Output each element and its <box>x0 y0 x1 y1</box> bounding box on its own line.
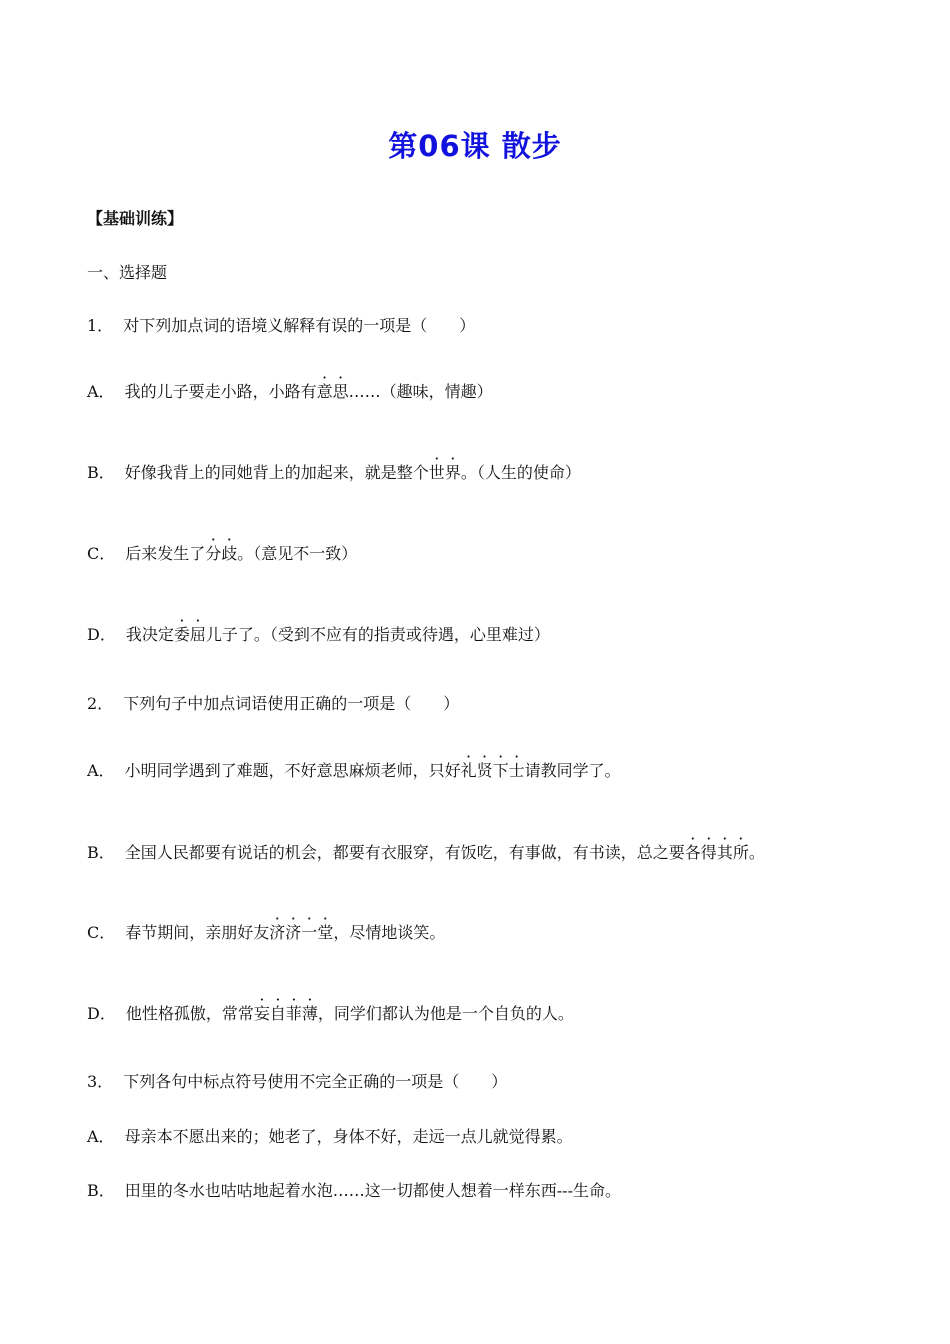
emphasized-char: 所 <box>732 843 749 862</box>
q2-option-d <box>87 1003 574 1025</box>
dotted-word <box>174 625 206 644</box>
question-2-stem <box>87 693 459 715</box>
dotted-word <box>254 1004 318 1023</box>
emphasized-char: 自 <box>269 1004 286 1023</box>
option-text-before: 他性格孤傲，常常 <box>125 1004 254 1023</box>
q1-option-c <box>87 543 357 565</box>
option-text-before: 全国人民都要有说话的机会，都要有衣服穿，有饭吃，有事做，有书读，总之要 <box>124 843 685 862</box>
q1-option-a <box>87 381 493 403</box>
emphasized-char: 各 <box>684 843 701 862</box>
question-text: 下列各句中标点符号使用不完全正确的一项是（ ） <box>123 1072 508 1091</box>
emphasized-char: 委 <box>173 625 190 644</box>
emphasized-char: 妄 <box>253 1004 270 1023</box>
option-label: A． <box>87 382 115 401</box>
option-text-before: 小明同学遇到了难题，不好意思麻烦老师，只好 <box>124 761 461 780</box>
q2-option-c <box>87 922 445 944</box>
option-text-after: 。（意见不一致） <box>237 544 358 563</box>
option-text-after: 请教同学了。 <box>524 761 621 780</box>
dotted-word <box>205 544 237 563</box>
question-text: 下列句子中加点词语使用正确的一项是（ ） <box>123 694 460 713</box>
emphasized-char: 其 <box>716 843 733 862</box>
option-text-after: 儿子了。（受到不应有的指责或待遇，心里难过） <box>205 625 550 644</box>
option-text: 母亲本不愿出来的；她老了，身体不好，走远一点儿就觉得累。 <box>124 1127 573 1146</box>
emphasized-char: 礼 <box>460 761 477 780</box>
option-text-after: 。（人生的使命） <box>460 463 581 482</box>
option-text-after: ……（趣味，情趣） <box>348 382 493 401</box>
q2-option-a <box>87 760 621 782</box>
q1-option-d <box>87 624 550 646</box>
option-label: B． <box>87 843 115 862</box>
option-label: C． <box>87 923 116 942</box>
dotted-word <box>269 923 333 942</box>
option-text-before: 好像我背上的同她背上的加起来，就是整个 <box>124 463 429 482</box>
lesson-title: 第06课 散步 <box>388 129 562 163</box>
option-label: C． <box>87 544 116 563</box>
emphasized-char: 下 <box>492 761 509 780</box>
question-number: 3． <box>87 1072 114 1091</box>
emphasized-char: 屈 <box>189 625 206 644</box>
option-text-before: 我决定 <box>125 625 174 644</box>
option-label: A． <box>87 761 115 780</box>
emphasized-char: 意 <box>316 382 333 401</box>
emphasized-char: 薄 <box>301 1004 318 1023</box>
option-text-after: ，同学们都认为他是一个自负的人。 <box>317 1004 574 1023</box>
question-1-stem <box>87 315 475 337</box>
section-header: 【基础训练】 <box>87 209 184 228</box>
question-3-stem <box>87 1071 507 1093</box>
q3-option-a <box>87 1126 573 1148</box>
dotted-word <box>429 463 461 482</box>
question-number: 2． <box>87 694 114 713</box>
emphasized-char: 思 <box>332 382 349 401</box>
option-text: 田里的冬水也咕咕地起着水泡……这一切都使人想着一样东西---生命。 <box>124 1181 621 1200</box>
dotted-word <box>461 761 525 780</box>
q1-option-b <box>87 462 581 484</box>
emphasized-char: 歧 <box>221 544 238 563</box>
dotted-word <box>317 382 349 401</box>
emphasized-char: 济 <box>285 923 302 942</box>
emphasized-char: 菲 <box>285 1004 302 1023</box>
option-text-after: 。 <box>748 843 765 862</box>
emphasized-char: 贤 <box>476 761 493 780</box>
q2-option-b <box>87 842 765 864</box>
option-text-after: ，尽情地谈笑。 <box>333 923 446 942</box>
emphasized-char: 界 <box>444 463 461 482</box>
option-text-before: 春节期间，亲朋好友 <box>125 923 270 942</box>
emphasized-char: 得 <box>700 843 717 862</box>
emphasized-char: 堂 <box>317 923 334 942</box>
emphasized-char: 分 <box>205 544 222 563</box>
emphasized-char: 士 <box>508 761 525 780</box>
dotted-word <box>685 843 749 862</box>
question-text: 对下列加点词的语境义解释有误的一项是（ ） <box>123 316 476 335</box>
option-label: B． <box>87 463 115 482</box>
part-label: 一、选择题 <box>87 263 168 282</box>
option-label: D． <box>87 1004 116 1023</box>
option-label: B． <box>87 1181 115 1200</box>
emphasized-char: 济 <box>269 923 286 942</box>
emphasized-char: 一 <box>301 923 318 942</box>
option-text-before: 后来发生了 <box>125 544 206 563</box>
option-label: A． <box>87 1127 115 1146</box>
question-number: 1． <box>87 316 114 335</box>
q3-option-b <box>87 1180 621 1202</box>
emphasized-char: 世 <box>428 463 445 482</box>
option-label: D． <box>87 625 116 644</box>
option-text-before: 我的儿子要走小路，小路有 <box>124 382 317 401</box>
